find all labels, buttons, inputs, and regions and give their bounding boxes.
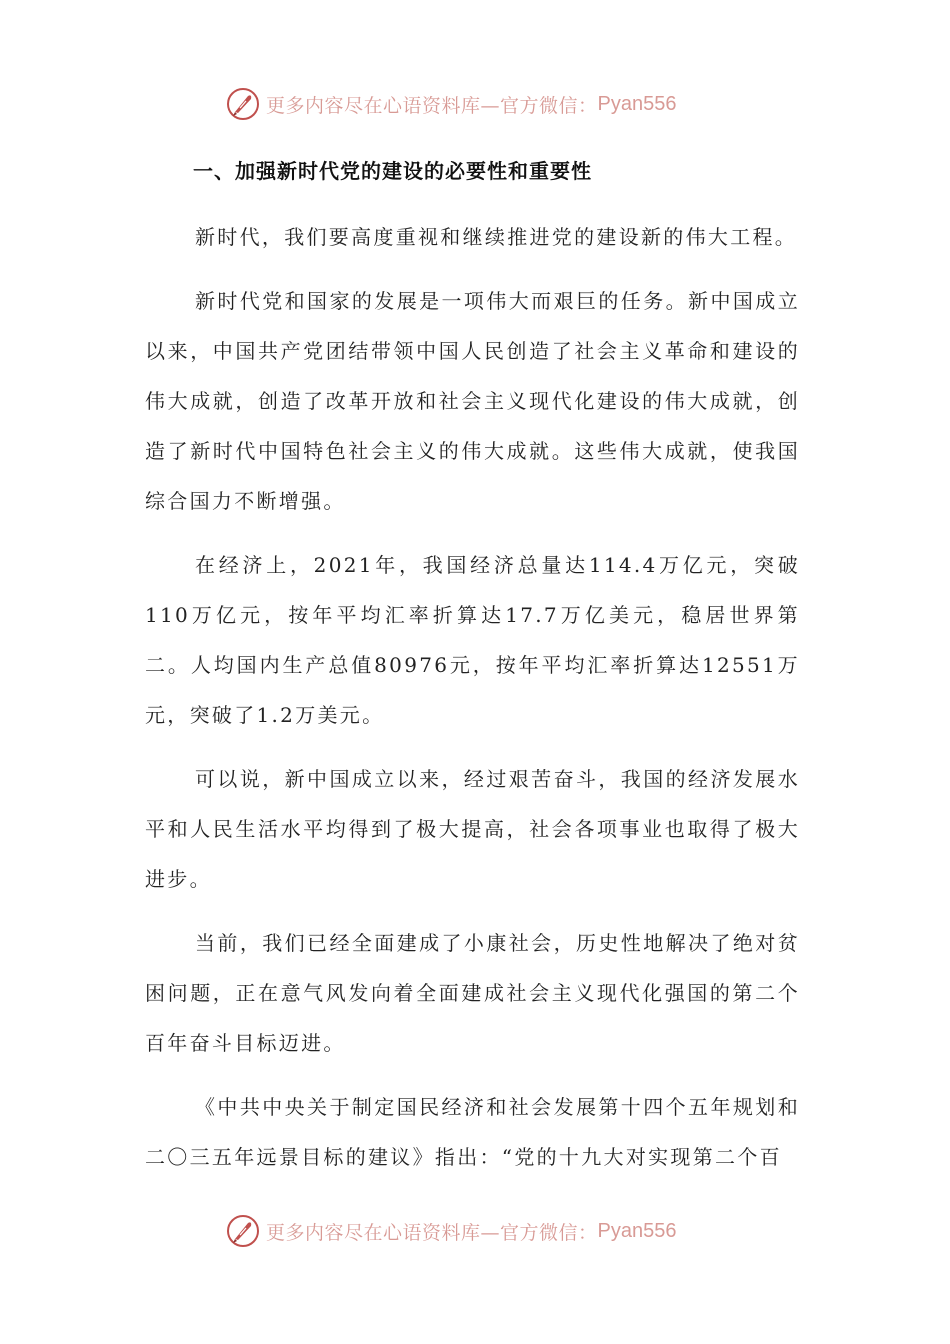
paragraph-4: 可以说，新中国成立以来，经过艰苦奋斗，我国的经济发展水平和人民生活水平均得到了极大提高，社会各项事业也取得了极大进步。 <box>145 767 800 891</box>
document-body <box>145 150 800 1196</box>
paragraph-6: 《中共中央关于制定国民经济和社会发展第十四个五年规划和二〇三五年远景目标的建议》指出：“党的十九大对实现第二个百 <box>145 1095 800 1169</box>
quill-pen-icon <box>226 87 260 121</box>
paragraph-5: 当前，我们已经全面建成了小康社会，历史性地解决了绝对贫困问题，正在意气风发向着全面建成社会主义现代化强国的第二个百年奋斗目标迈进。 <box>145 931 800 1055</box>
watermark-text: 更多内容尽在心语资料库—官方微信： <box>266 94 598 117</box>
watermark-text: 更多内容尽在心语资料库—官方微信： <box>266 1221 598 1244</box>
paragraph-2: 新时代党和国家的发展是一项伟大而艰巨的任务。新中国成立以来，中国共产党团结带领中国人民创造了社会主义革命和建设的伟大成就，创造了改革开放和社会主义现代化建设的伟大成就，创造了新时代中国特色社会主义的伟大成就。这些伟大成就，使我国综合国力不断增强。 <box>145 289 800 513</box>
paragraph-3: 在经济上，2021年，我国经济总量达114.4万亿元，突破110万亿元，按年平均汇率折算达17.7万亿美元，稳居世界第二。人均国内生产总值80976元，按年平均汇率折算达12551万元，突破了1.2万美元。 <box>145 553 800 727</box>
quill-pen-icon <box>226 1214 260 1248</box>
footer-watermark <box>226 1211 676 1251</box>
watermark-wechat-id: Pyan556 <box>597 1219 677 1242</box>
watermark-wechat-id: Pyan556 <box>597 92 677 115</box>
header-watermark <box>226 84 676 124</box>
section-heading: 一、加强新时代党的建设的必要性和重要性 <box>193 159 592 183</box>
paragraph-1: 新时代，我们要高度重视和继续推进党的建设新的伟大工程。 <box>195 225 798 249</box>
